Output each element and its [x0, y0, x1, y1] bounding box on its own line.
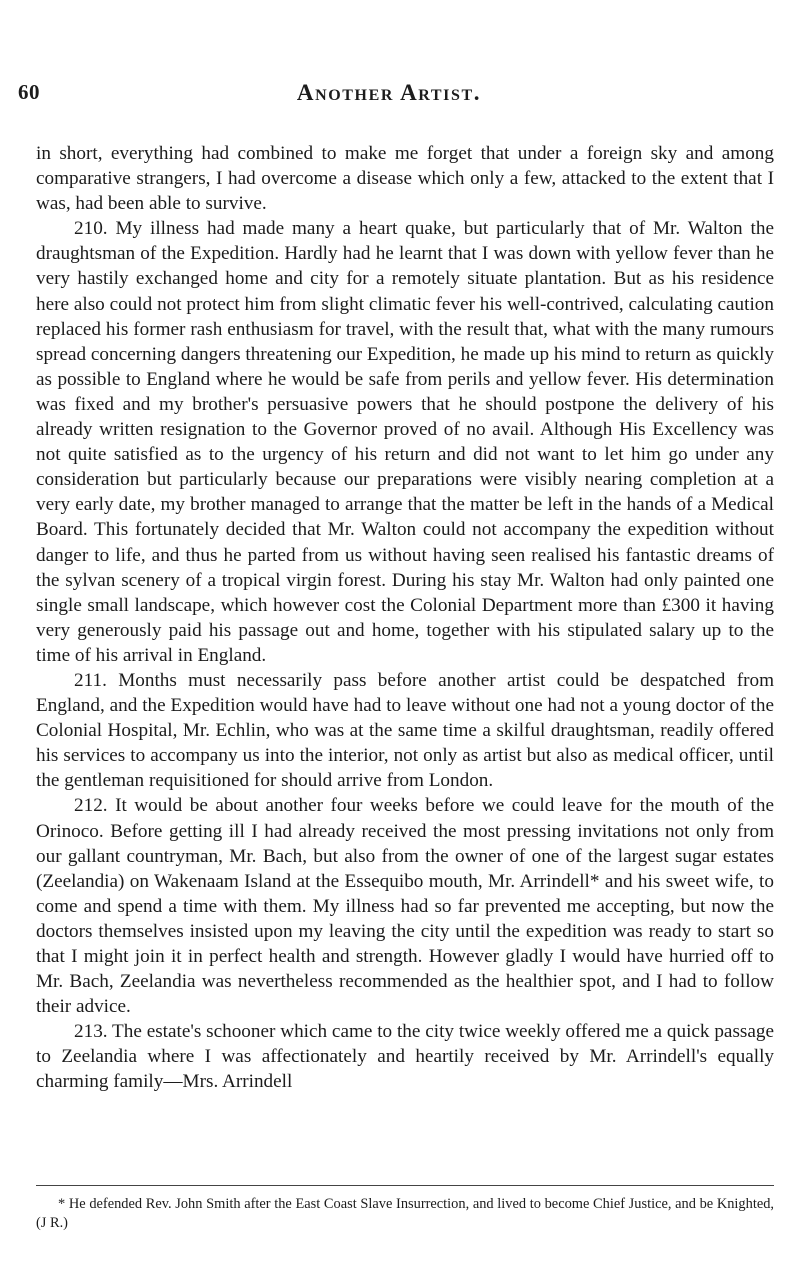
page-number: 60 — [18, 80, 40, 104]
paragraph-212: 212. It would be about another four weeks before we could leave for the mouth of the Orinoco. Before getting ill I had already received the most pressing invitations not only from our gallant countryman, Mr. Bach, but also from the owner of one of the largest sugar estates (Zeelandia) on Wakenaam Island at the Essequibo mouth, Mr. Arrindell* and his sweet wife, to come and spend a time with them. My illness had so far prevented me accepting, but now the doctors themselves insisted upon my leaving the city until the expedition was ready to start so that I might join it in perfect health and strength. However gladly I would have hurried off to Mr. Bach, Zeelandia was nevertheless recommended as the healthier spot, and I had to follow their advice. — [36, 795, 774, 1018]
paragraph-210: 210. My illness had made many a heart quake, but particularly that of Mr. Walton the draughtsman of the Expedition. Hardly had he learnt that I was down with yellow fever than he very hastily exchanged home and city for a remotely situate plantation. But as his residence here also could not protect him from slight climatic fever his well-contrived, calculating caution replaced his former rash enthusiasm for travel, with the result that, what with the many rumours spread concerning dangers threatening our Expedition, he made up his mind to return as quickly as possible to England where he would be safe from perils and yellow fever. His determination was fixed and my brother's persuasive powers that he should postpone the delivery of his already written resignation to the Governor proved of no avail. Although His Excellency was not quite satisfied as to the urgency of his return and did not want to let him go under any consideration but particularly because our preparations were visibly nearing completion at a very early date, my brother managed to arrange that the matter be left in the hands of a Medical Board. This fortunately decided that Mr. Walton could not accompany the expedition without danger to life, and thus he parted from us without having seen realised his fantastic dreams of the sylvan scenery of a tropical virgin forest. During his stay Mr. Walton had only painted one single small landscape, which however cost the Colonial Department more than £300 it having very generously paid his passage out and home, together with his stipulated salary up to the time of his arrival in England. — [36, 218, 774, 666]
footnote-text: * He defended Rev. John Smith after the East Coast Slave Insurrection, and lived to become Chief Justice, and be Knighted, (J R.) — [36, 1196, 774, 1231]
page-header — [18, 80, 760, 114]
paragraph-continuation: in short, everything had combined to make me forget that under a foreign sky and among comparative strangers, I had overcome a disease which only a few, attacked to the extent that I was, had been able to survive. — [36, 143, 774, 215]
footnote-rule — [36, 1185, 774, 1186]
footnote — [36, 1195, 774, 1233]
paragraph-213: 213. The estate's schooner which came to the city twice weekly offered me a quick passage to Zeelandia where I was affectionately and heartily received by Mr. Arrindell's equally charming family—Mrs. Arrindell — [36, 1021, 774, 1093]
body-text — [36, 141, 774, 1095]
paragraph-211: 211. Months must necessarily pass before another artist could be despatched from England, and the Expedition would have had to leave without one had not a young doctor of the Colonial Hospital, Mr. Echlin, who was at the same time a skilful draughtsman, readily offered his services to accompany us into the interior, not only as artist but also as medical officer, until the gentleman requisitioned for should arrive from London. — [36, 669, 774, 792]
running-head: Another Artist. — [296, 80, 482, 105]
